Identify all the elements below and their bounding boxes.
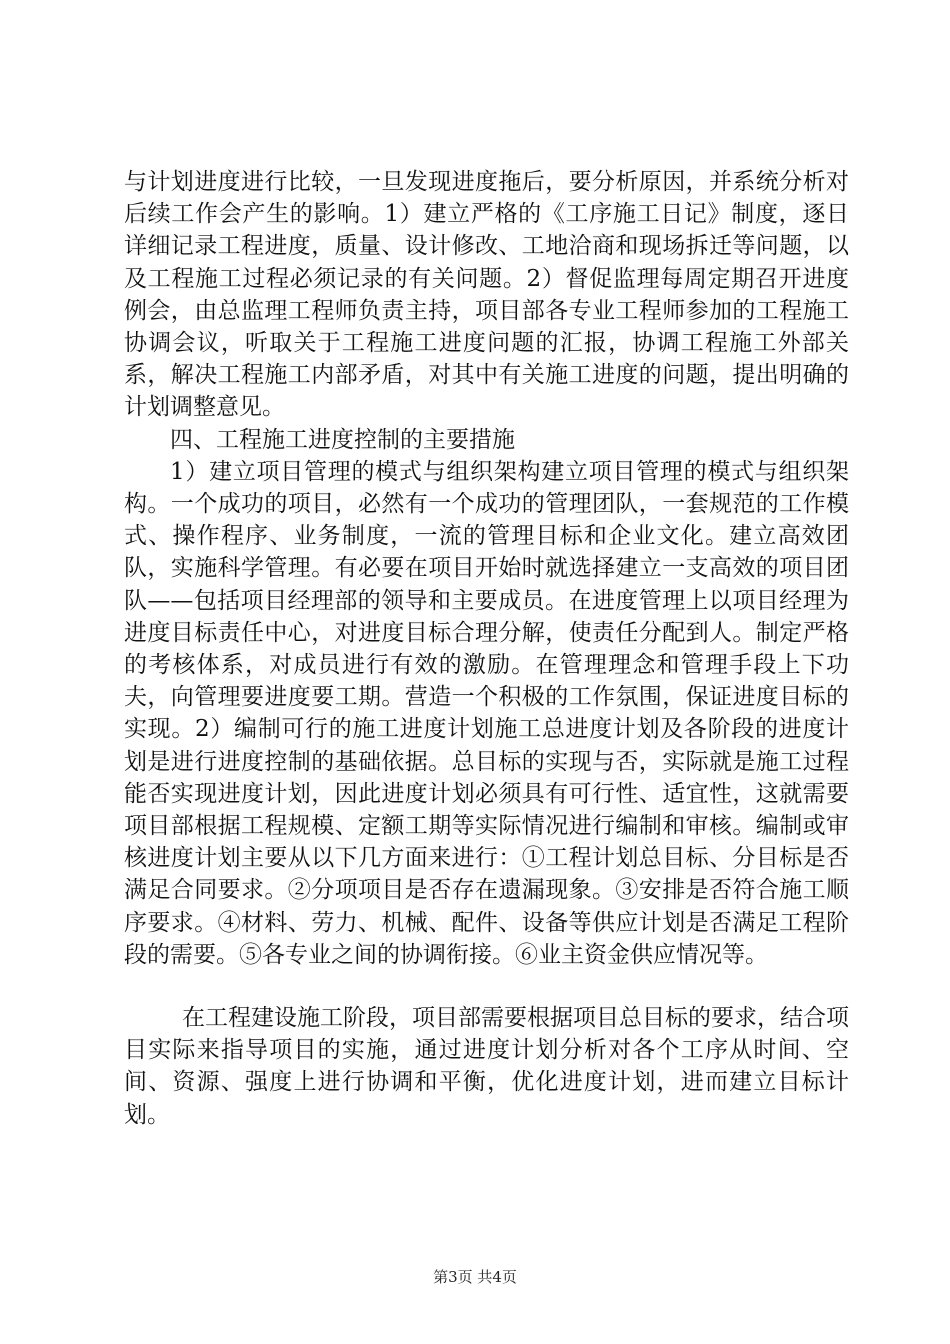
section-heading: 四、工程施工进度控制的主要措施: [170, 426, 515, 453]
paragraph-main-measures: 1）建立项目管理的模式与组织架构建立项目管理的模式与组织架构。一个成功的项目，必然有一个成功的管理团队，一套规范的工作模式、操作程序、业务制度，一流的管理目标和企业文化。建立高效团队，实施科学管理。有必要在项目开始时就选择建立一支高效的项目团队——包括项目经理部的领导和主要成员。在进度管理上以项目经理为进度目标责任中心，对进度目标合理分解，使责任分配到人。制定严格的考核体系，对成员进行有效的激励。在管理理念和管理手段上下功夫，向管理要进度要工期。营造一个积极的工作氛围，保证进度目标的实现。2）编制可行的施工进度计划施工总进度计划及各阶段的进度计划是进行进度控制的基础依据。总目标的实现与否，实际就是施工过程能否实现进度计划，因此进度计划必须具有可行性、适宜性，这就需要项目部根据工程规模、定额工期等实际情况进行编制和审核。编制或审核进度计划主要从以下几方面来进行：①工程计划总目标、分目标是否满足合同要求。②分项项目是否存在遗漏现象。③安排是否符合施工顺序要求。④材料、劳力、机械、配件、设备等供应计划是否满足工程阶段的需要。⑤各专业之间的协调衔接。⑥业主资金供应情况等。: [124, 458, 849, 968]
paragraph-construction-phase: 在工程建设施工阶段，项目部需要根据项目总目标的要求，结合项目实际来指导项目的实施，通过进度计划分析对各个工序从时间、空间、资源、强度上进行协调和平衡，优化进度计划，进而建立目标计划。: [124, 1005, 849, 1128]
document-body: [124, 166, 849, 1131]
page-footer: 第3页 共4页: [433, 1268, 517, 1286]
paragraph-progress-check: 与计划进度进行比较，一旦发现进度拖后，要分析原因，并系统分析对后续工作会产生的影响。1）建立严格的《工序施工日记》制度，逐日详细记录工程进度，质量、设计修改、工地洽商和现场拆迁等问题，以及工程施工过程必须记录的有关问题。2）督促监理每周定期召开进度例会，由总监理工程师负责主持，项目部各专业工程师参加的工程施工协调会议，听取关于工程施工进度问题的汇报，协调工程施工外部关系，解决工程施工内部矛盾，对其中有关施工进度的问题，提出明确的计划调整意见。: [124, 169, 849, 421]
